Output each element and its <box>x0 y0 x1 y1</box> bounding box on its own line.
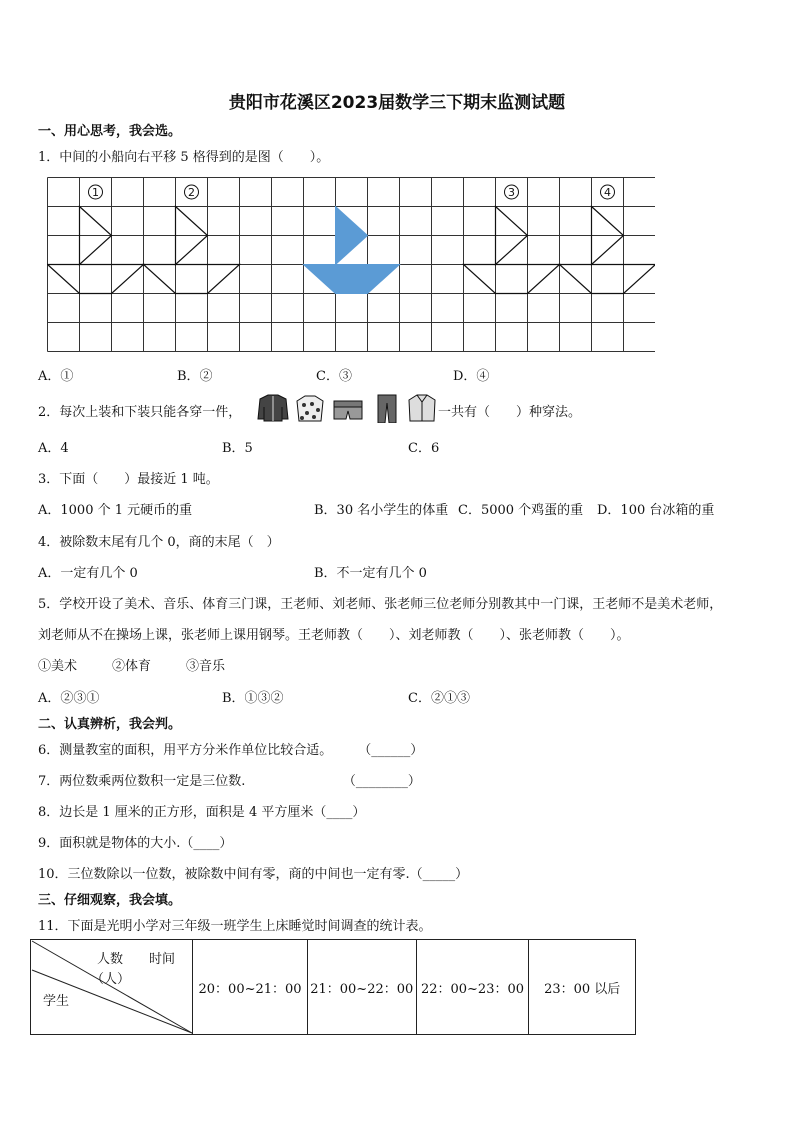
q5-option-c[interactable]: C．②①③ <box>408 691 470 706</box>
q4-option-b[interactable]: B．不一定有几个 0 <box>314 566 427 581</box>
question-5-line2: 刘老师从不在操场上课，张老师上课用钢琴。王老师教（ ）、刘老师教（ ）、张老师教（ ）。 <box>38 628 630 643</box>
boat-original-hull <box>304 265 400 294</box>
shorts-icon <box>334 401 362 419</box>
question-3: 3．下面（ ）最接近 1 吨。 <box>38 472 219 487</box>
table-diagonal-header <box>31 940 193 1035</box>
table-col-3: 22：00~23：00 <box>416 940 529 1035</box>
question-7: 7．两位数乘两位数积一定是三位数. （________） <box>38 774 421 789</box>
question-11: 11．下面是光明小学对三年级一班学生上床睡觉时间调查的统计表。 <box>38 919 432 934</box>
subject-1: ①美术 <box>38 659 78 674</box>
boat-2-hull <box>144 265 240 294</box>
table-col-4: 23：00 以后 <box>529 940 636 1035</box>
boat-label: 2 <box>188 186 195 199</box>
translation-grid <box>47 177 655 357</box>
q2-option-b[interactable]: B．5 <box>222 441 253 456</box>
polka-top-icon <box>297 396 323 421</box>
trousers-icon <box>378 395 396 423</box>
grid-figure <box>47 177 655 353</box>
shirt-icon <box>409 395 435 421</box>
question-6: 6．测量教室的面积，用平方分米作单位比较合适。 （______） <box>38 743 424 758</box>
q4-option-a[interactable]: A．一定有几个 0 <box>38 566 138 581</box>
clothing-icons <box>256 393 440 423</box>
boat-original-sail <box>336 207 368 265</box>
section-heading-1: 一、用心思考，我会选。 <box>38 124 182 139</box>
table-col-1: 20：00~21：00 <box>193 940 308 1035</box>
question-2-before: 2．每次上装和下装只能各穿一件， <box>38 405 242 420</box>
boat-label: 3 <box>508 186 515 199</box>
section-heading-2: 二、认真辨析，我会判。 <box>38 717 182 732</box>
table-col-2: 21：00~22：00 <box>307 940 416 1035</box>
q1-option-d[interactable]: D．④ <box>453 369 490 384</box>
question-5-line1: 5．学校开设了美术、音乐、体育三门课，王老师、刘老师、张老师三位老师分别教其中一门课，王老师不是美术老师， <box>38 597 723 612</box>
question-8: 8．边长是 1 厘米的正方形，面积是 4 平方厘米（____） <box>38 805 366 820</box>
question-10: 10．三位数除以一位数，被除数中间有零，商的中间也一定有零.（_____） <box>38 867 469 882</box>
section-heading-3: 三、仔细观察，我会填。 <box>38 893 182 908</box>
question-2-after: 一共有（ ）种穿法。 <box>438 405 582 420</box>
subject-3: ③音乐 <box>186 659 226 674</box>
page-title: 贵阳市花溪区2023届数学三下期末监测试题 <box>228 93 566 113</box>
header-student: 学生 <box>43 994 70 1009</box>
boat-label: 4 <box>604 186 611 199</box>
boat-3-hull <box>464 265 560 294</box>
header-time: 时间 <box>149 952 176 967</box>
q3-option-b[interactable]: B．30 名小学生的体重 <box>314 503 449 518</box>
question-9: 9．面积就是物体的大小.（____） <box>38 836 233 851</box>
q1-option-b[interactable]: B．② <box>177 369 213 384</box>
q5-option-a[interactable]: A．②③① <box>38 691 100 706</box>
sleep-time-table <box>30 939 636 1035</box>
q1-option-c[interactable]: C．③ <box>316 369 352 384</box>
q5-option-b[interactable]: B．①③② <box>222 691 284 706</box>
q1-option-a[interactable]: A．① <box>38 369 74 384</box>
boat-label: 1 <box>92 186 99 199</box>
question-1: 1．中间的小船向右平移 5 格得到的是图（ ）。 <box>38 150 330 165</box>
q3-option-c[interactable]: C．5000 个鸡蛋的重 <box>458 503 584 518</box>
boat-4-hull <box>560 265 656 294</box>
header-count-unit: （人） <box>91 972 131 987</box>
q3-option-a[interactable]: A．1000 个 1 元硬币的重 <box>38 503 193 518</box>
subject-2: ②体育 <box>112 659 152 674</box>
question-4: 4．被除数末尾有几个 0，商的末尾（ ） <box>38 535 280 550</box>
boat-1-hull <box>48 265 144 294</box>
jacket-icon <box>258 395 288 421</box>
header-count: 人数 <box>97 952 124 967</box>
q2-option-a[interactable]: A．4 <box>38 441 69 456</box>
q3-option-d[interactable]: D．100 台冰箱的重 <box>597 503 715 518</box>
q2-option-c[interactable]: C．6 <box>408 441 440 456</box>
